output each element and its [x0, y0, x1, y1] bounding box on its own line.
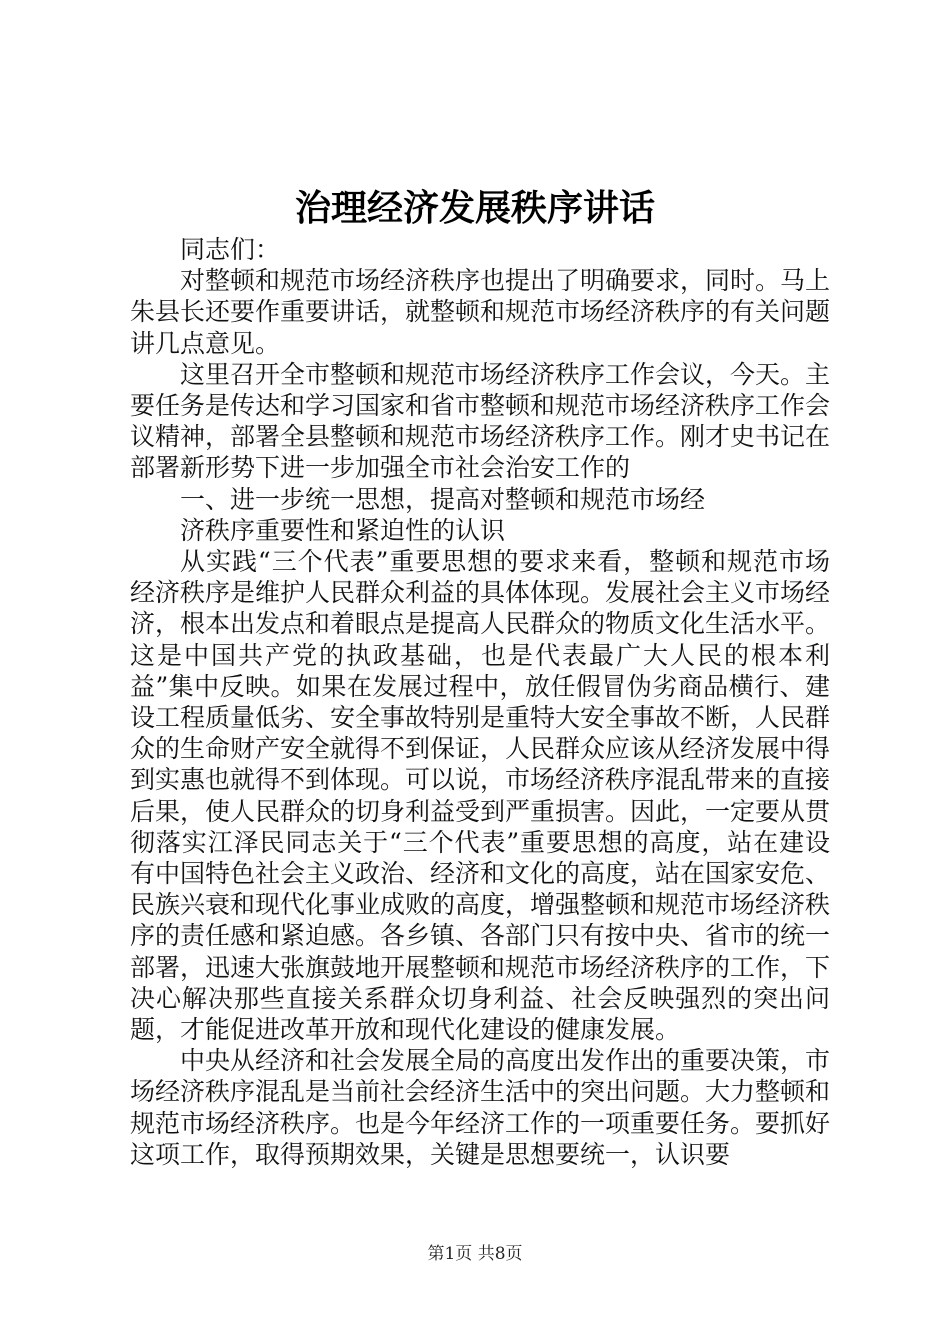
section-heading: 一、进一步统一思想，提高对整顿和规范市场经 — [180, 484, 706, 514]
document-body — [130, 234, 830, 1170]
salutation: 同志们： — [180, 235, 281, 264]
paragraph: 对整顿和规范市场经济秩序也提出了明确要求，同时。马上朱县长还要作重要讲话，就整顿和规范市场经济秩序的有关问题讲几点意见。 — [130, 266, 831, 358]
paragraph: 中央从经济和社会发展全局的高度出发作出的重要决策，市场经济秩序混乱是当前社会经济生活中的突出问题。大力整顿和规范市场经济秩序。也是今年经济工作的一项重要任务。要抓好这项工作，取得预期效果，关键是思想要统一，认识要 — [130, 1046, 831, 1169]
page-number-footer: 第1页 共8页 — [427, 1244, 523, 1264]
section-heading-continued: 济秩序重要性和紧迫性的认识 — [180, 515, 506, 545]
document-title: 治理经济发展秩序讲话 — [294, 187, 655, 229]
paragraph: 从实践“三个代表”重要思想的要求来看，整顿和规范市场经济秩序是维护人民群众利益的具体体现。发展社会主义市场经济，根本出发点和着眼点是提高人民群众的物质文化生活水平。这是中国共产党的执政基础，也是代表最广大人民的根本利益”集中反映。如果在发展过程中，放任假冒伪劣商品横行、建设工程质量低劣、安全事故特别是重特大安全事故不断，人民群众的生命财产安全就得不到保证，人民群众应该从经济发展中得到实惠也就得不到体现。可以说，市场经济秩序混乱带来的直接后果，使人民群众的切身利益受到严重损害。因此，一定要从贯彻落实江泽民同志关于“三个代表”重要思想的高度，站在建设有中国特色社会主义政治、经济和文化的高度，站在国家安危、民族兴衰和现代化事业成败的高度，增强整顿和规范市场经济秩序的责任感和紧迫感。各乡镇、各部门只有按中央、省市的统一部署，迅速大张旗鼓地开展整顿和规范市场经济秩序的工作，下决心解决那些直接关系群众切身利益、社会反映强烈的突出问题，才能促进改革开放和现代化建设的健康发展。 — [130, 547, 831, 1045]
paragraph: 这里召开全市整顿和规范市场经济秩序工作会议，今天。主要任务是传达和学习国家和省市整顿和规范市场经济秩序工作会议精神，部署全县整顿和规范市场经济秩序工作。刚才史书记在部署新形势下进一步加强全市社会治安工作的 — [130, 359, 831, 483]
